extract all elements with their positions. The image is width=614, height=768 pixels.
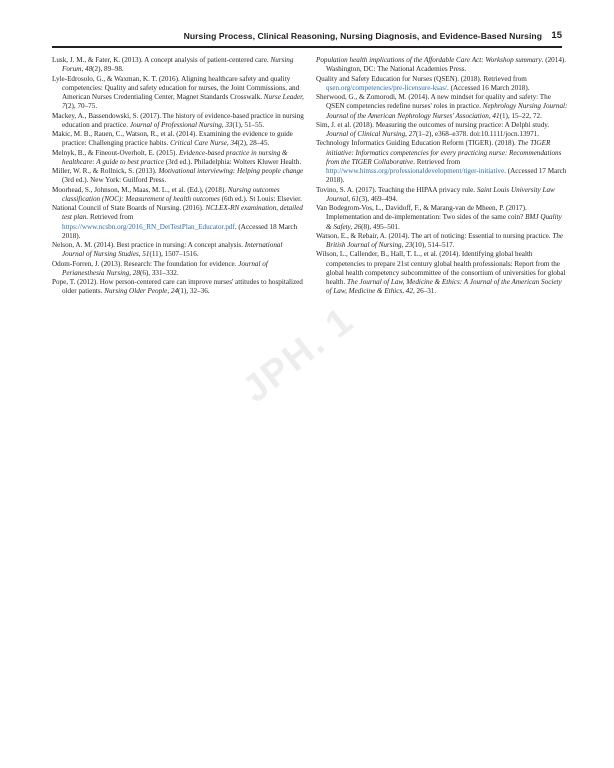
reference-text: . Retrieved from bbox=[413, 157, 461, 166]
reference-title: Saint Louis University Law Journal, 61 bbox=[326, 185, 555, 203]
reference-title: Evidence-based practice in nursing & healthcare: A guide to best practice bbox=[62, 148, 288, 166]
reference-entry bbox=[52, 167, 305, 186]
reference-title: Critical Care Nurse, 34 bbox=[170, 139, 238, 148]
reference-text: Pope, T. (2012). How person-centered care can improve nurses' attitudes to hospitalized older patients. bbox=[52, 278, 303, 296]
reference-text: (6th ed.). St Louis: Elsevier. bbox=[219, 194, 302, 203]
reference-text: (1), 51–55. bbox=[232, 120, 265, 129]
reference-text: Sherwood, G., & Zomorodi, M. (2014). A new mindset for quality and safety: The QSEN competencies redefine nurses' roles in practice. bbox=[316, 93, 551, 111]
watermark: JPH. 1 bbox=[235, 299, 362, 412]
reference-entry bbox=[52, 56, 305, 75]
reference-entry bbox=[316, 121, 568, 140]
reference-entry bbox=[52, 186, 305, 205]
reference-entry bbox=[316, 139, 568, 185]
reference-title: Motivational interviewing: Helping people change bbox=[158, 167, 304, 175]
reference-title: NCLEX-RN examination, detailed test plan. bbox=[62, 204, 303, 222]
reference-title: The TIGER initiative: Informatics competencies for every practicing nurse: Recommendations from the TIGER Collaborative bbox=[326, 139, 562, 166]
reference-text: (3rd ed.). New York: Guilford Press. bbox=[62, 176, 167, 185]
reference-entry bbox=[316, 204, 568, 232]
reference-text: Mackey, A., Bassendowski, S. (2017). The history of evidence-based practice in nursing education and practice. bbox=[52, 111, 304, 129]
reference-link[interactable]: https://www.ncsbn.org/2016_RN_DetTestPlan_Educator.pdf bbox=[62, 222, 235, 231]
page-header bbox=[0, 0, 614, 48]
reference-text: Quality and Safety Education for Nurses (QSEN). (2018). Retrieved from bbox=[316, 74, 527, 83]
reference-text: , 26–31. bbox=[412, 287, 437, 296]
reference-title: International Journal of Nursing Studies, 51 bbox=[62, 241, 283, 259]
reference-text: (11), 1507–1516. bbox=[149, 250, 199, 259]
reference-title: Journal of Perianesthesia Nursing, 28 bbox=[62, 259, 268, 277]
reference-text: Lusk, J. M., & Fater, K. (2013). A concept analysis of patient-centered care. bbox=[52, 56, 271, 64]
reference-title: The British Journal of Nursing, 23 bbox=[326, 231, 564, 249]
reference-entry bbox=[316, 56, 568, 75]
reference-text: (2), 89–98. bbox=[92, 65, 124, 74]
reference-text: Technology Informatics Guiding Education Reform (TIGER). (2018). bbox=[316, 139, 518, 148]
header-rule bbox=[52, 46, 562, 48]
reference-entry bbox=[52, 278, 305, 297]
reference-link[interactable]: qsen.org/competencies/pre-licensure-ksas/ bbox=[326, 83, 448, 92]
reference-text: Retrieved from bbox=[88, 213, 134, 222]
reference-entry bbox=[316, 93, 568, 121]
reference-entry bbox=[52, 241, 305, 260]
reference-text: (6), 331–332. bbox=[139, 268, 179, 277]
reference-text: Nelson, A. M. (2014). Best practice in nursing: A concept analysis. bbox=[52, 241, 245, 249]
reference-text: Odom-Forren, J. (2013). Research: The foundation for evidence. bbox=[52, 259, 239, 268]
references-left-column bbox=[52, 56, 305, 297]
reference-title: Population health implications of the Affordable Care Act: Workshop summary bbox=[316, 56, 542, 64]
reference-title: Nephrology Nursing Journal: Journal of the American Nephrology Nurses' Association, 41 bbox=[326, 102, 568, 120]
reference-text: Watson, E., & Rebair, A. (2014). The art of noticing: Essential to nursing practice. bbox=[316, 231, 553, 240]
references-right-column bbox=[316, 56, 568, 297]
reference-entry bbox=[316, 250, 568, 296]
reference-title: The Journal of Law, Medicine & Ethics: A Journal of the American Society of Law, Medicine & Ethics, 42 bbox=[326, 278, 562, 296]
reference-title: Nursing outcomes classification (NOC): Measurement of health outcomes bbox=[62, 185, 280, 203]
reference-entry bbox=[316, 186, 568, 205]
reference-title: Journal of Professional Nursing, 33 bbox=[129, 120, 233, 129]
reference-text: National Council of State Boards of Nursing. (2016). bbox=[52, 204, 206, 212]
reference-text: Makic, M. B., Rauen, C., Watson, R., et al. (2014). Examining the evidence to guide practice: Challenging practice habits. bbox=[52, 130, 293, 148]
reference-text: Lyle-Edrosolo, G., & Waxman, K. T. (2016). Aligning healthcare safety and quality competencies: Quality and safety education for nurses, the Joint Commissions, and American Nurses Credentialing Center, Magnet Standards Crosswalk. bbox=[52, 74, 300, 101]
reference-text: Wilson, L., Callender, B., Hall, T. L., et al. (2014). Identifying global health competencies to prepare 21st century global health professionals: Report from the global health competency subcommittee of the consortium of universities for global health. bbox=[316, 250, 566, 286]
reference-text: . (Accessed 18 March 2018). bbox=[62, 222, 298, 240]
reference-text: Tovino, S. A. (2017). Teaching the HIPAA privacy rule. bbox=[316, 185, 477, 194]
reference-text: (2), 70–75. bbox=[65, 102, 98, 111]
reference-text: . (2014). Washington, DC: The National Academies Press. bbox=[326, 56, 567, 74]
reference-title: Nursing Older People, 24 bbox=[104, 287, 179, 296]
running-head: Nursing Process, Clinical Reasoning, Nursing Diagnosis, and Evidence-Based Nursing bbox=[183, 31, 542, 41]
reference-entry bbox=[52, 112, 305, 131]
reference-title: BMJ Quality & Safety, 26 bbox=[326, 213, 562, 231]
reference-text: (8), 495–501. bbox=[361, 222, 400, 231]
reference-text: Van Bodegrom-Vos, L., Davidoff, F., & Marang-van de Mheen, P. (2017). Implementation and de-implementation: Two sides of the same coin? bbox=[316, 204, 527, 222]
reference-text: (1), 32–36. bbox=[178, 287, 210, 296]
reference-text: (1), 15–22, 72. bbox=[499, 111, 542, 120]
reference-text: (3rd ed.). Philadelphia: Wolters Kluwer Health. bbox=[164, 157, 302, 166]
reference-link[interactable]: http://www.himss.org/professionaldevelopment/tiger-initiative bbox=[326, 167, 505, 175]
reference-entry bbox=[316, 75, 568, 94]
reference-text: Moorhead, S., Johnson, M., Maas, M. L., et al. (Ed.), (2018). bbox=[52, 185, 228, 194]
reference-entry bbox=[52, 260, 305, 279]
reference-text: . (Accessed 17 March 2018). bbox=[326, 167, 567, 185]
reference-text: Miller, W. R., & Rollnick, S. (2013). bbox=[52, 167, 159, 175]
reference-title: Journal of Clinical Nursing, 27 bbox=[326, 130, 416, 138]
reference-entry bbox=[52, 149, 305, 168]
reference-text: (3), 469–494. bbox=[358, 194, 398, 203]
reference-text: . (Accessed 16 March 2018). bbox=[447, 83, 530, 92]
reference-text: (2), 28–45. bbox=[237, 139, 270, 148]
reference-entry bbox=[316, 232, 568, 251]
page-number: 15 bbox=[551, 30, 562, 41]
reference-title: Nurse Leader, 7 bbox=[62, 93, 304, 111]
reference-title: Nursing Forum, 48 bbox=[62, 56, 294, 74]
reference-text: (1–2), e368–e378. doi:10.1111/jocn.13971. bbox=[415, 130, 540, 138]
reference-entry bbox=[52, 75, 305, 112]
reference-text: Melnyk, B., & Fineout-Overholt, E. (2015). bbox=[52, 148, 179, 157]
reference-entry bbox=[52, 204, 305, 241]
reference-text: Sim, J. et al. (2018). Measuring the outcomes of nursing practice: A Delphi study. bbox=[316, 120, 550, 129]
reference-entry bbox=[52, 130, 305, 149]
reference-text: (10), 514–517. bbox=[412, 241, 455, 249]
